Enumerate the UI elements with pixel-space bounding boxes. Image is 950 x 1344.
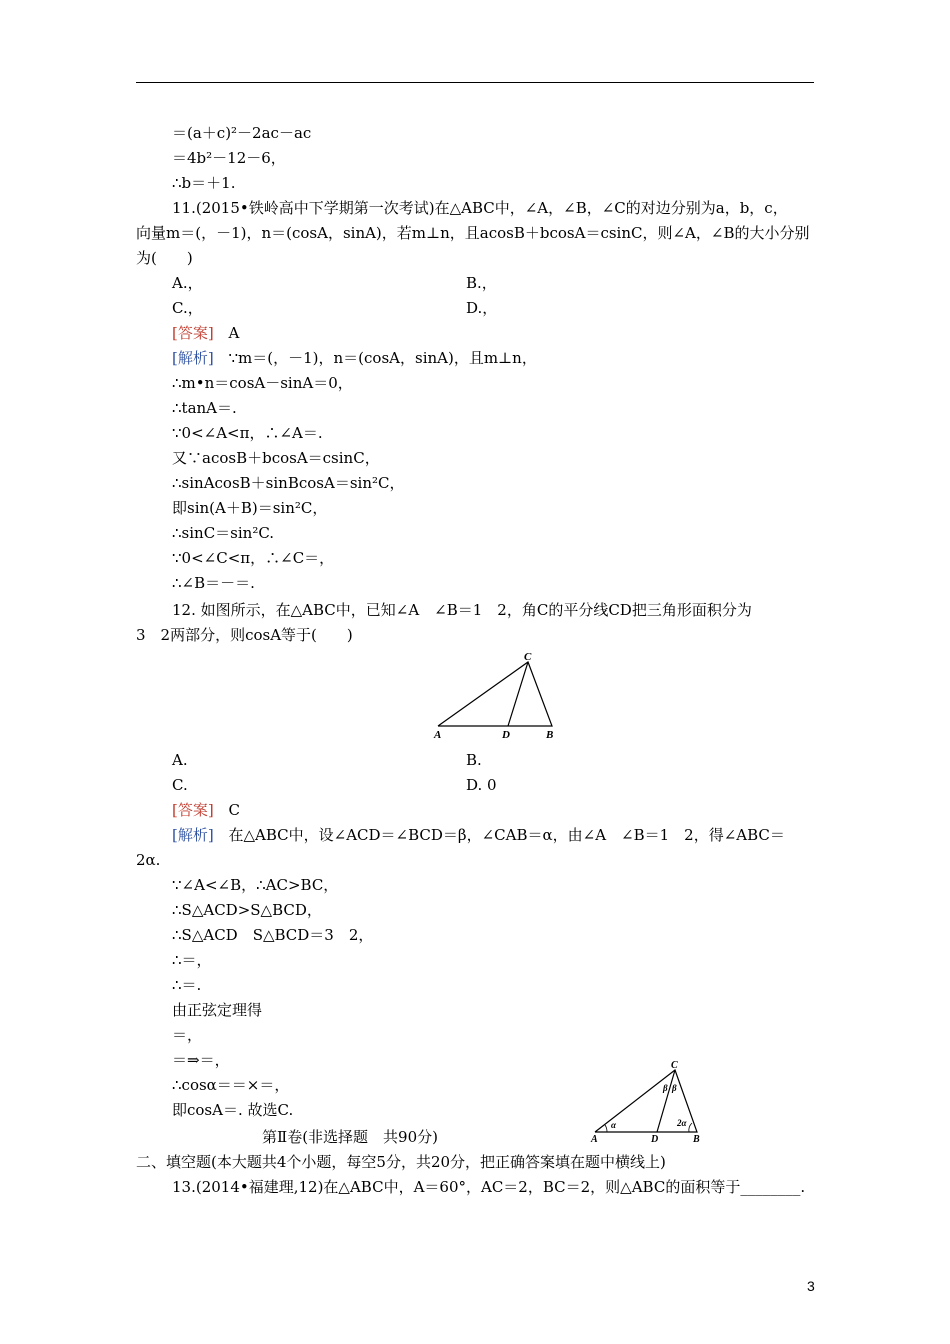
section-title: 第Ⅱ卷(非选择题 共90分): [262, 1128, 438, 1146]
triangle-figure-2: [585, 1058, 710, 1148]
analysis-tag: [解析]: [172, 349, 214, 367]
triangle-figure-1: [428, 652, 563, 742]
question-12-stem: 3 2两部分，则cosA等于( ): [136, 626, 353, 644]
step-line: ∴tanA＝.: [172, 399, 237, 417]
analysis-text: ∵m＝(，－1)，n＝(cosA，sinA)，且m⊥n，: [228, 349, 537, 367]
answer-line: [172, 801, 240, 819]
step-line: ∴S△ACD>S△BCD，: [172, 901, 322, 919]
text-line: ＝(a＋c)²－2ac－ac: [172, 124, 312, 142]
fig2-label-a: A: [591, 1134, 598, 1145]
fig1-label-c: C: [524, 652, 532, 663]
answer-value: C: [228, 801, 240, 819]
text-line: ∴b＝＋1.: [172, 174, 236, 192]
step-line: ∵∠A<∠B，∴AC>BC，: [172, 876, 339, 894]
option-a: A.: [172, 751, 188, 769]
option-b: B.: [466, 751, 482, 769]
question-12-stem: 12. 如图所示，在△ABC中，已知∠A ∠B＝1 2，角C的平分线CD把三角形面积分为: [172, 601, 752, 619]
page-number: 3: [807, 1278, 815, 1294]
step-line: 由正弦定理得: [172, 1001, 263, 1019]
step-line: ∴S△ACD S△BCD＝3 2，: [172, 926, 374, 944]
step-line: 即sin(A＋B)＝sin²C，: [172, 499, 328, 517]
step-line: ∴sinC＝sin²C.: [172, 524, 275, 542]
step-line: ∴∠B＝－＝.: [172, 574, 255, 592]
fig2-label-b: B: [693, 1134, 700, 1145]
analysis-line: [172, 349, 537, 367]
question-11-stem: 向量m＝(，－1)，n＝(cosA，sinA)，若m⊥n，且acosB＋bcosA＝csinC，则∠A，∠B的大小分别: [136, 224, 810, 242]
fig2-label-beta: β: [663, 1083, 668, 1093]
step-line: ∴cosα＝＝×＝，: [172, 1076, 290, 1094]
fig1-label-a: A: [434, 729, 442, 741]
step-line: ∴＝，: [172, 951, 212, 969]
option-c: C.，: [172, 299, 203, 317]
fig1-label-d: D: [502, 729, 510, 741]
analysis-line: [172, 826, 785, 844]
fig2-label-alpha: α: [611, 1120, 616, 1130]
question-13-stem: 13.(2014•福建理,12)在△ABC中，A＝60°，AC＝2，BC＝2，则△ABC的面积等于________.: [172, 1178, 806, 1196]
option-d: D.，: [466, 299, 498, 317]
step-line: ∴sinAcosB＋sinBcosA＝sin²C，: [172, 474, 405, 492]
fig2-label-c: C: [671, 1060, 678, 1071]
fig1-label-b: B: [546, 729, 554, 741]
option-b: B.，: [466, 274, 497, 292]
analysis-text: 在△ABC中，设∠ACD＝∠BCD＝β，∠CAB＝α，由∠A ∠B＝1 2，得∠ABC＝: [228, 826, 785, 844]
header-rule: [136, 82, 814, 83]
question-11-stem: 为( ): [136, 249, 193, 267]
fig2-label-beta: β: [672, 1083, 677, 1093]
option-d: D. 0: [466, 776, 497, 794]
answer-tag: [答案]: [172, 324, 214, 342]
analysis-text: 2α.: [136, 851, 161, 869]
answer-tag: [答案]: [172, 801, 214, 819]
text-line: ＝4b²－12－6，: [172, 149, 286, 167]
option-c: C.: [172, 776, 188, 794]
analysis-tag: [解析]: [172, 826, 214, 844]
step-line: ＝⇒＝，: [172, 1051, 230, 1069]
question-11-stem: 11.(2015•铁岭高中下学期第一次考试)在△ABC中，∠A，∠B，∠C的对边分别为a，b，c，: [172, 199, 788, 217]
answer-line: [172, 324, 239, 342]
option-a: A.，: [172, 274, 203, 292]
step-line: ＝，: [172, 1026, 203, 1044]
fig2-label-d: D: [651, 1134, 659, 1145]
step-line: ∵0<∠A<π，∴∠A＝.: [172, 424, 323, 442]
section-heading: 二、填空题(本大题共4个小题，每空5分，共20分，把正确答案填在题中横线上): [136, 1153, 666, 1171]
step-line: ∴m•n＝cosA－sinA＝0，: [172, 374, 353, 392]
answer-value: A: [228, 324, 240, 342]
fig2-label-2alpha: 2α: [677, 1118, 687, 1128]
step-line: ∵0<∠C<π，∴∠C＝，: [172, 549, 335, 567]
step-line: ∴＝.: [172, 976, 202, 994]
step-line: 即cosA＝. 故选C.: [172, 1101, 294, 1119]
step-line: 又∵acosB＋bcosA＝csinC，: [172, 449, 380, 467]
